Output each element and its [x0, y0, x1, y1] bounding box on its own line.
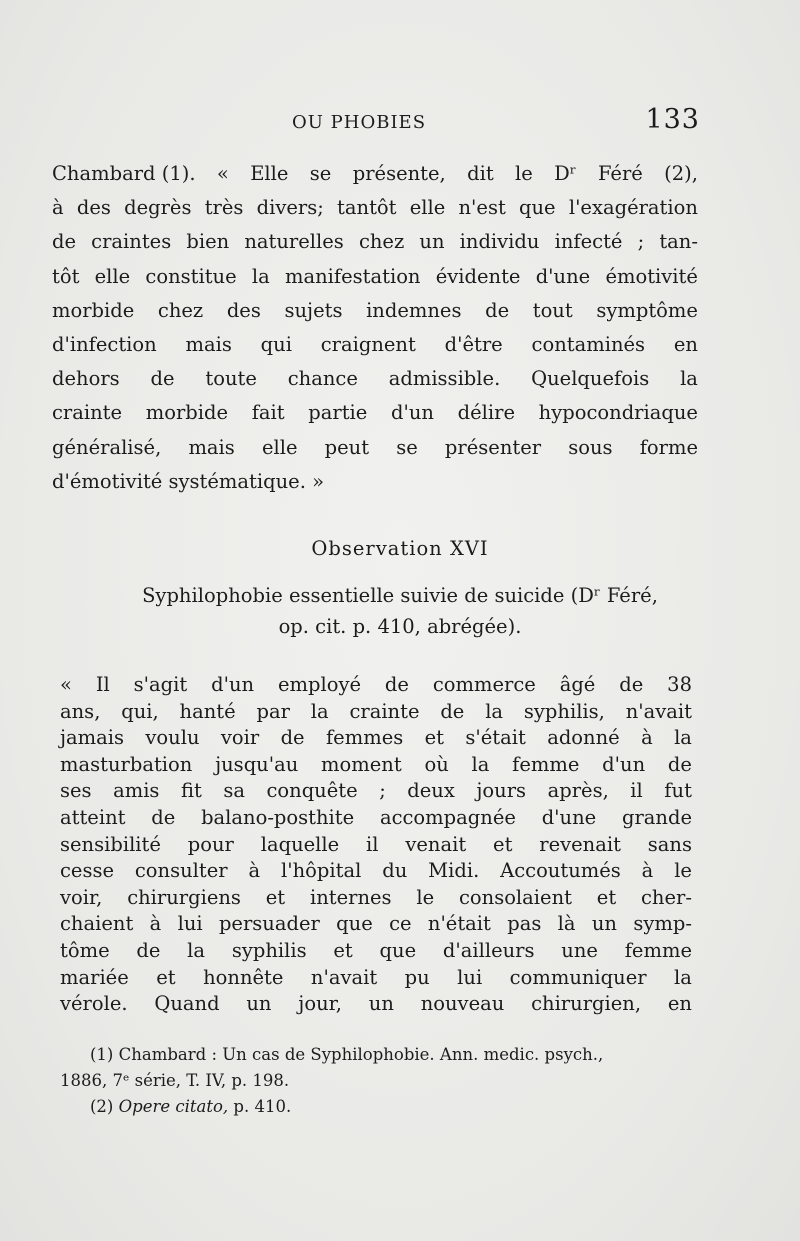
word: jusqu'au	[215, 752, 299, 776]
word: la	[471, 752, 490, 776]
word: pu	[404, 965, 430, 989]
text-line	[52, 294, 698, 328]
word: partie	[308, 401, 368, 425]
word: 38	[667, 673, 692, 696]
observation-line	[60, 991, 692, 1018]
word: et	[596, 885, 617, 909]
text-line	[52, 465, 698, 499]
word: à	[641, 859, 654, 883]
word: masturbation	[60, 752, 193, 776]
word: chance	[287, 367, 358, 391]
word: grande	[621, 805, 692, 829]
word: indemnes	[366, 298, 462, 322]
word: sous	[568, 435, 613, 459]
word: l'hôpital	[281, 859, 362, 883]
word: un	[591, 912, 617, 936]
word: le	[416, 885, 435, 909]
word: des	[226, 298, 261, 322]
word: la	[251, 264, 270, 288]
word: d'infection	[52, 332, 157, 356]
word: sa	[223, 779, 245, 803]
word: ses	[60, 779, 92, 803]
word: d'un	[602, 752, 646, 776]
word: forme	[639, 435, 698, 459]
word: crainte	[349, 699, 420, 723]
observation-line	[60, 938, 692, 965]
observation-line	[60, 672, 692, 699]
word: Il	[95, 673, 110, 696]
word: Dʳ	[554, 162, 577, 185]
word: lui	[177, 912, 203, 936]
word: honnête	[203, 965, 284, 989]
word: d'être	[444, 332, 503, 356]
word: voir,	[60, 885, 103, 909]
word: d'une	[541, 805, 597, 829]
word: de	[151, 805, 176, 829]
word: bien	[186, 230, 230, 254]
word: Féré	[597, 162, 643, 185]
word: présente,	[352, 162, 446, 185]
word: crainte	[52, 401, 123, 425]
observation-line	[60, 832, 692, 859]
word: n'est	[458, 196, 506, 220]
word: peut	[324, 435, 370, 459]
text-line	[52, 157, 698, 191]
word: tout	[532, 298, 573, 322]
word: de	[136, 938, 161, 962]
word: la	[680, 367, 698, 391]
word: de	[52, 230, 77, 254]
word: chez	[157, 298, 204, 322]
word: persuader	[218, 912, 320, 936]
word: employé	[277, 673, 362, 696]
word: par	[256, 699, 290, 723]
word: admissible.	[388, 367, 501, 391]
word: de	[150, 367, 175, 391]
word: symp-	[633, 912, 692, 936]
word: degrès	[124, 196, 192, 220]
word: moment	[321, 752, 402, 776]
running-head: OU PHOBIES	[292, 112, 427, 133]
footnote-1: (1) Chambard : Un cas de Syphilophobie. Ann. medic. psych.,	[90, 1045, 604, 1064]
observation-line	[60, 858, 692, 885]
word: où	[424, 752, 449, 776]
word: cesse	[60, 859, 115, 883]
word: commerce	[432, 673, 536, 696]
word: fit	[180, 779, 202, 803]
word: jours	[476, 779, 527, 803]
word: que	[379, 938, 417, 962]
observation-line	[60, 885, 692, 912]
word: un	[368, 992, 394, 1016]
word: et	[265, 885, 286, 909]
word: présenter	[444, 435, 542, 459]
word: constitue	[145, 264, 237, 288]
word: chirurgiens	[127, 885, 241, 909]
word: atteint	[60, 805, 126, 829]
word: d'un	[391, 401, 434, 425]
word: infecté	[554, 230, 623, 254]
word: dit	[467, 162, 494, 185]
word: lui	[457, 965, 483, 989]
footnotes	[60, 1042, 700, 1120]
text-line	[52, 260, 698, 294]
word: (2),	[664, 162, 698, 185]
word: craignent	[320, 332, 416, 356]
word: craintes	[91, 230, 172, 254]
word: cher-	[641, 885, 692, 909]
word: elle	[94, 264, 131, 288]
word: et	[156, 965, 176, 989]
word: morbide	[52, 298, 135, 322]
word: que	[336, 912, 373, 936]
word: d'émotivité systématique. »	[52, 469, 325, 493]
word: la	[674, 965, 692, 989]
word: elle	[409, 196, 446, 220]
text-line	[52, 225, 698, 259]
word: ans,	[60, 699, 101, 723]
word: chaient	[60, 912, 134, 936]
footnote-2-label: (2)	[90, 1097, 114, 1116]
word: s'était	[465, 726, 526, 750]
word: une	[561, 938, 598, 962]
word: chez	[358, 230, 405, 254]
word: Chambard (1).	[52, 162, 196, 185]
word: de	[667, 752, 692, 776]
observation-line	[60, 965, 692, 992]
word: femmes	[325, 726, 404, 750]
word: du	[382, 859, 408, 883]
word: revenait	[539, 832, 621, 856]
word: femme	[624, 938, 692, 962]
word: et	[333, 938, 353, 962]
word: communiquer	[509, 965, 647, 989]
word: «	[216, 162, 229, 185]
observation-line	[60, 725, 692, 752]
word: le	[515, 162, 533, 185]
word: n'était	[427, 912, 491, 936]
footnote-2-title: Opere citato,	[118, 1097, 229, 1116]
word: Quand	[154, 992, 220, 1016]
word: sensibilité	[60, 832, 161, 856]
word: pas	[507, 912, 542, 936]
word: très	[204, 196, 244, 220]
observation-subtitle	[0, 580, 800, 642]
word: évidente	[435, 264, 521, 288]
observation-line	[60, 752, 692, 779]
word: tan-	[659, 230, 698, 254]
word: n'avait	[310, 965, 378, 989]
word: en	[673, 332, 698, 356]
word: ;	[637, 230, 645, 254]
word: n'avait	[625, 699, 692, 723]
word: la	[187, 938, 206, 962]
word: un	[419, 230, 445, 254]
word: il	[630, 779, 643, 803]
word: femme	[512, 752, 580, 776]
word: à	[52, 196, 64, 220]
word: des	[76, 196, 111, 220]
word: sujets	[284, 298, 343, 322]
word: se	[396, 435, 418, 459]
word: voulu	[145, 726, 200, 750]
word: se	[309, 162, 332, 185]
text-line	[52, 328, 698, 362]
word: généralisé,	[52, 435, 162, 459]
text-line	[52, 362, 698, 396]
observation-line	[60, 911, 692, 938]
word: après,	[547, 779, 609, 803]
word: elle	[261, 435, 298, 459]
observation-line	[60, 778, 692, 805]
text-line	[52, 431, 698, 465]
observation-paragraph	[60, 672, 692, 1018]
word: syphilis,	[523, 699, 605, 723]
word: chirurgien,	[531, 992, 642, 1016]
word: à	[149, 912, 162, 936]
word: ce	[389, 912, 412, 936]
word: de	[485, 298, 510, 322]
word: en	[667, 992, 692, 1016]
word: vérole.	[60, 992, 128, 1016]
word: il	[366, 832, 379, 856]
word: Quelquefois	[531, 367, 650, 391]
word: s'agit	[133, 673, 188, 696]
page-number: 133	[645, 104, 700, 135]
word: internes	[309, 885, 392, 909]
word: tôt	[52, 264, 80, 288]
word: venait	[405, 832, 467, 856]
footnote-1-continuation: 1886, 7ᵉ série, T. IV, p. 198.	[60, 1071, 290, 1090]
word: syphilis	[231, 938, 307, 962]
footnote-2	[60, 1094, 700, 1120]
word: la	[674, 726, 692, 750]
word: de	[384, 673, 409, 696]
observation-subtitle-line: Syphilophobie essentielle suivie de suicide (Dʳ Féré,	[142, 584, 658, 607]
word: balano-posthite	[201, 805, 355, 829]
word: délire	[457, 401, 515, 425]
word: conquête	[266, 779, 358, 803]
word: amis	[113, 779, 160, 803]
word: deux	[407, 779, 455, 803]
word: manifestation	[284, 264, 421, 288]
word: à	[248, 859, 261, 883]
word: émotivité	[605, 264, 698, 288]
word: laquelle	[260, 832, 340, 856]
word: divers;	[256, 196, 324, 220]
word: l'exagération	[568, 196, 698, 220]
word: fut	[664, 779, 692, 803]
word: accompagnée	[379, 805, 516, 829]
word: mais	[185, 332, 232, 356]
word: à	[641, 726, 653, 750]
word: de	[280, 726, 305, 750]
word: adonné	[547, 726, 620, 750]
observation-line	[60, 699, 692, 726]
word: Midi.	[428, 859, 480, 883]
word: un	[246, 992, 272, 1016]
word: mais	[188, 435, 235, 459]
word: là	[557, 912, 576, 936]
word: et	[493, 832, 513, 856]
word: Elle	[250, 162, 289, 185]
observation-title: Observation XVI	[311, 537, 489, 560]
word: la	[310, 699, 329, 723]
word: hanté	[179, 699, 236, 723]
page-header	[60, 104, 700, 138]
word: qui	[260, 332, 292, 356]
word: consolaient	[458, 885, 572, 909]
word: jamais	[60, 726, 125, 750]
word: ;	[379, 779, 386, 803]
word: symptôme	[596, 298, 698, 322]
word: de	[619, 673, 644, 696]
word: âgé	[559, 673, 596, 696]
word: et	[424, 726, 445, 750]
word: la	[485, 699, 504, 723]
text-line	[52, 191, 698, 225]
word: individu	[459, 230, 540, 254]
observation-subtitle-line: op. cit. p. 410, abrégée).	[278, 615, 522, 638]
word: hypocondriaque	[538, 401, 698, 425]
word: consulter	[134, 859, 228, 883]
word: mariée	[60, 965, 129, 989]
word: dehors	[52, 367, 120, 391]
word: qui,	[121, 699, 159, 723]
word: sans	[647, 832, 692, 856]
word: nouveau	[420, 992, 505, 1016]
word: contaminés	[531, 332, 646, 356]
word: morbide	[145, 401, 229, 425]
word: tôme	[60, 938, 110, 962]
word: de	[440, 699, 465, 723]
word: que	[519, 196, 556, 220]
word: jour,	[298, 992, 343, 1016]
body-paragraph	[52, 157, 698, 499]
word: «	[60, 673, 72, 696]
observation-line	[60, 805, 692, 832]
word: naturelles	[244, 230, 344, 254]
word: Accoutumés	[500, 859, 621, 883]
text-line	[52, 396, 698, 430]
word: le	[674, 859, 692, 883]
word: toute	[205, 367, 257, 391]
word: voir	[220, 726, 260, 750]
word: fait	[251, 401, 285, 425]
word: d'ailleurs	[442, 938, 535, 962]
word: d'une	[535, 264, 591, 288]
word: d'un	[211, 673, 255, 696]
word: pour	[187, 832, 234, 856]
word: tantôt	[337, 196, 397, 220]
footnote-2-page: p. 410.	[233, 1097, 292, 1116]
